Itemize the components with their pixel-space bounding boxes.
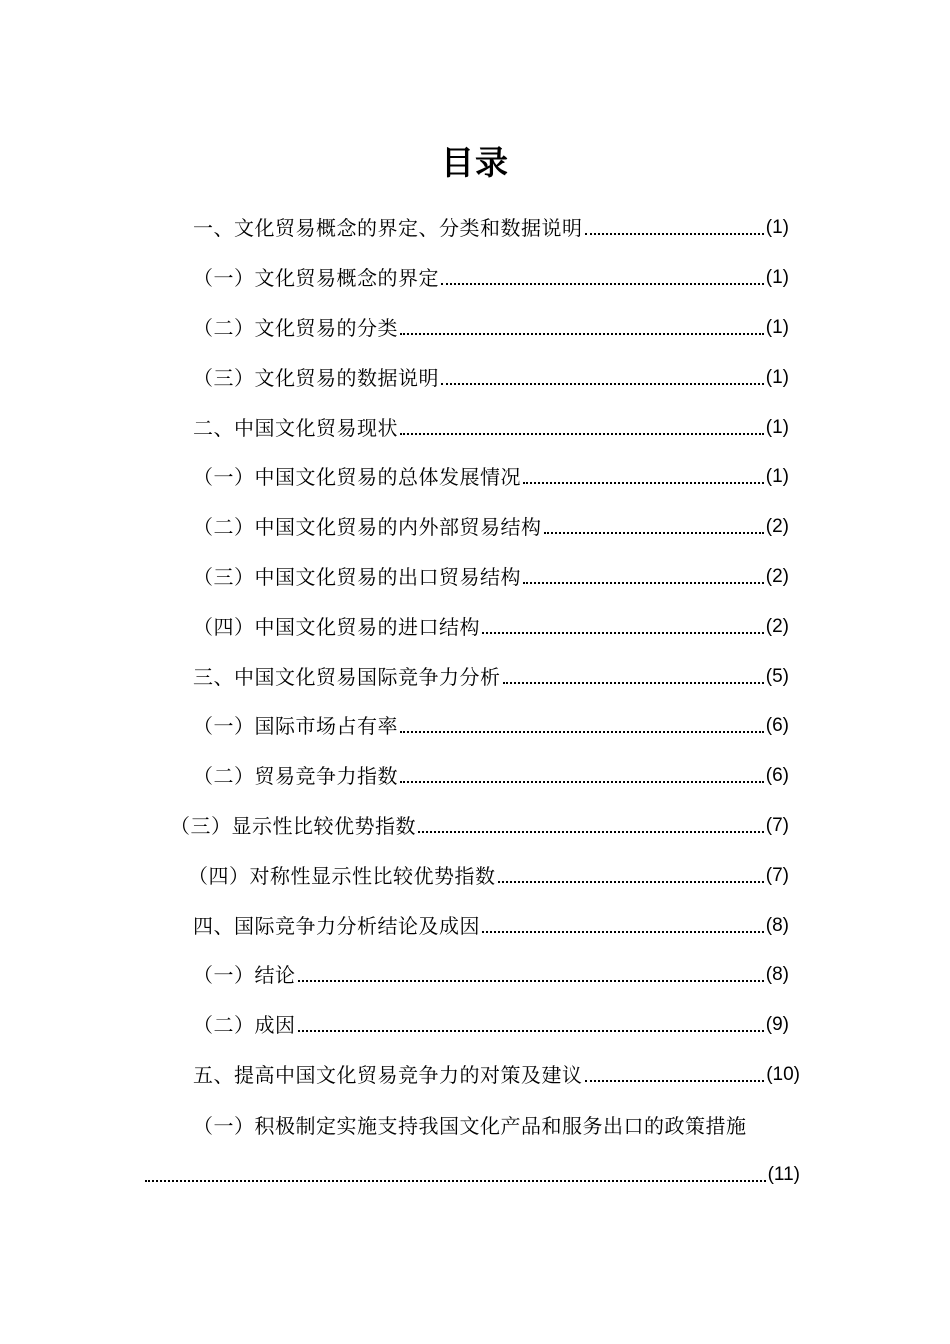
toc-entry-label: 一、文化贸易概念的界定、分类和数据说明: [193, 216, 583, 240]
toc-entry[interactable]: [193, 263, 789, 293]
toc-entry[interactable]: [193, 761, 789, 791]
toc-dot-leader: [482, 612, 764, 642]
toc-dot-leader: [441, 363, 764, 393]
toc-entry[interactable]: [188, 861, 789, 891]
toc-page-number: (1): [765, 267, 789, 288]
toc-entry-label: （三）中国文化贸易的出口贸易结构: [193, 565, 521, 589]
toc-dot-leader: [523, 562, 764, 592]
toc-entry[interactable]: [193, 1060, 800, 1090]
toc-entry-label: （一）中国文化贸易的总体发展情况: [193, 465, 521, 489]
toc-entry-label: （三）文化贸易的数据说明: [193, 366, 439, 390]
toc-entry-label: （二）文化贸易的分类: [193, 316, 398, 340]
toc-page-number: (2): [765, 616, 789, 637]
toc-dot-leader: [482, 911, 764, 941]
toc-entry-label: （二）中国文化贸易的内外部贸易结构: [193, 515, 542, 539]
toc-entry-label: （二）贸易竞争力指数: [193, 764, 398, 788]
toc-page-number: (1): [765, 466, 789, 487]
toc-dot-leader: [544, 512, 764, 542]
toc-dot-leader: [400, 313, 764, 343]
toc-page-number: (11): [767, 1164, 800, 1185]
toc-entry-label: （一）结论: [193, 963, 296, 987]
toc-page-number: (2): [765, 566, 789, 587]
toc-entry[interactable]: [193, 612, 789, 642]
toc-entry-label: （三）显示性比较优势指数: [170, 814, 416, 838]
toc-entry[interactable]: [193, 562, 789, 592]
toc-entry[interactable]: [193, 512, 789, 542]
toc-page-number: (6): [765, 715, 789, 736]
toc-entry[interactable]: [193, 313, 789, 343]
toc-page-number: (1): [765, 317, 789, 338]
toc-entry-label: 四、国际竞争力分析结论及成因: [193, 914, 480, 938]
toc-entry-label[interactable]: （一）积极制定实施支持我国文化产品和服务出口的政策措施: [193, 1114, 747, 1138]
toc-entry[interactable]: [193, 413, 789, 443]
toc-entry[interactable]: [193, 960, 789, 990]
toc-entry[interactable]: [193, 462, 789, 492]
toc-dot-leader: [585, 1060, 765, 1090]
toc-dot-leader: [418, 811, 764, 841]
toc-dot-leader: [523, 462, 764, 492]
toc-entry-label: （四）对称性显示性比较优势指数: [188, 864, 496, 888]
toc-entry-label: 五、提高中国文化贸易竞争力的对策及建议: [193, 1063, 583, 1087]
toc-dot-leader: [145, 1160, 766, 1190]
toc-dot-leader: [400, 711, 764, 741]
toc-page-number: (8): [765, 964, 789, 985]
toc-dot-leader: [298, 1010, 764, 1040]
toc-entry-label: 二、中国文化贸易现状: [193, 416, 398, 440]
toc-dot-leader: [498, 861, 764, 891]
toc-page-number: (2): [765, 516, 789, 537]
toc-page-number: (5): [765, 666, 789, 687]
toc-page-number: (9): [765, 1014, 789, 1035]
toc-page-number: (1): [765, 217, 789, 238]
toc-entry[interactable]: [193, 662, 789, 692]
toc-entry[interactable]: [193, 363, 789, 393]
toc-entry-label: （四）中国文化贸易的进口结构: [193, 615, 480, 639]
toc-entry-label: （二）成因: [193, 1013, 296, 1037]
toc-entry[interactable]: [193, 213, 789, 243]
toc-dot-leader: [441, 263, 764, 293]
toc-entry-continuation[interactable]: [145, 1160, 800, 1190]
toc-page-number: (7): [765, 865, 789, 886]
toc-page-number: (6): [765, 765, 789, 786]
toc-dot-leader: [298, 960, 764, 990]
toc-page-number: (10): [766, 1064, 800, 1085]
toc-page-number: (1): [765, 367, 789, 388]
toc-dot-leader: [400, 761, 764, 791]
toc-entry[interactable]: [193, 1010, 789, 1040]
toc-entry-label: 三、中国文化贸易国际竞争力分析: [193, 665, 501, 689]
toc-page-number: (8): [765, 915, 789, 936]
toc-entry[interactable]: [193, 911, 789, 941]
toc-entry[interactable]: [193, 711, 789, 741]
toc-page-number: (7): [765, 815, 789, 836]
toc-dot-leader: [585, 213, 764, 243]
toc-entry[interactable]: [170, 811, 789, 841]
toc-dot-leader: [503, 662, 764, 692]
toc-dot-leader: [400, 413, 764, 443]
toc-page-number: (1): [765, 417, 789, 438]
toc-entry-label: （一）国际市场占有率: [193, 714, 398, 738]
toc-entry-label: （一）文化贸易概念的界定: [193, 266, 439, 290]
page-title: 目录: [441, 143, 509, 182]
